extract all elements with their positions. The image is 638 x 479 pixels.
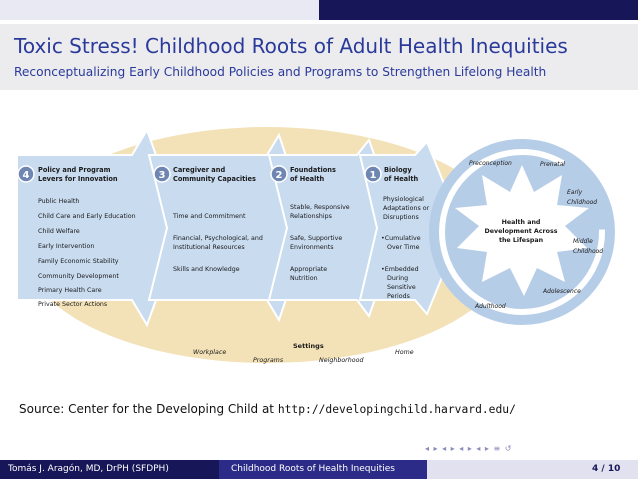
stage3-item: Institutional Resources bbox=[173, 244, 245, 251]
stage1-item: Physiological bbox=[383, 196, 424, 203]
stage1-title-2: of Health bbox=[384, 175, 419, 183]
source-prefix: Source: Center for the Developing Child at bbox=[19, 402, 278, 416]
lifespan-stage-label: Childhood bbox=[573, 248, 604, 255]
stage4-item: Early Intervention bbox=[38, 243, 95, 250]
stage1-badge bbox=[365, 166, 381, 182]
beamer-navigation-icons[interactable]: ◂ ▸ ◂ ▸ ◂ ▸ ◂ ▸ ≡ ↺ bbox=[425, 444, 513, 453]
footer-author-box bbox=[0, 460, 219, 479]
stage2-title-2: of Health bbox=[290, 175, 325, 183]
stage4-item: Child Care and Early Education bbox=[38, 213, 136, 220]
stage4-item: Public Health bbox=[38, 198, 80, 205]
stage4-item: Primary Health Care bbox=[38, 287, 102, 294]
stage1-item: Adaptations or bbox=[383, 205, 430, 212]
stage3-item: Skills and Knowledge bbox=[173, 266, 240, 273]
lifespan-center-1: Health and bbox=[501, 219, 541, 226]
lifespan-stage-label: Childhood bbox=[567, 199, 598, 206]
lifespan-stage-label: Early bbox=[567, 189, 583, 196]
stage1-title-1: Biology bbox=[384, 166, 412, 174]
stage4-badge bbox=[18, 166, 34, 182]
lifespan-stage-label: Preconception bbox=[469, 160, 512, 167]
stage2-item: Nutrition bbox=[290, 275, 318, 282]
lifespan-stage-label: Adolescence bbox=[543, 288, 581, 295]
stage1-item: Over Time bbox=[387, 244, 420, 251]
stage4-item: Family Economic Stability bbox=[38, 258, 119, 265]
stage1-item: •Embedded bbox=[381, 266, 419, 273]
settings-item: Neighborhood bbox=[319, 357, 364, 364]
lifespan-center-2: Development Across bbox=[484, 228, 558, 235]
lifespan-center-3: the Lifespan bbox=[498, 237, 544, 244]
svg-text:1: 1 bbox=[369, 170, 377, 181]
footer-title: Childhood Roots of Health Inequities bbox=[231, 464, 395, 474]
stage1-item: •Cumulative bbox=[381, 235, 421, 242]
stage4-item: Child Welfare bbox=[38, 228, 80, 235]
svg-text:2: 2 bbox=[275, 170, 283, 181]
lifespan-stage-label: Prenatal bbox=[540, 161, 565, 168]
settings-item: Home bbox=[395, 349, 414, 356]
stage3-title-1: Caregiver and bbox=[173, 166, 226, 174]
settings-label: Settings bbox=[293, 342, 324, 350]
source-link[interactable]: http://developingchild.harvard.edu/ bbox=[277, 403, 516, 416]
stage2-item: Safe, Supportive bbox=[290, 235, 343, 242]
stage3-item: Time and Commitment bbox=[173, 213, 246, 220]
footer-page-box bbox=[427, 460, 638, 479]
footer-author: Tomás J. Aragón, MD, DrPH (SFDPH) bbox=[8, 464, 169, 474]
stage4-item: Community Development bbox=[38, 273, 119, 280]
top-bar bbox=[0, 0, 638, 20]
stage4-item: Private Sector Actions bbox=[38, 301, 108, 308]
lifespan-stage-label: Adulthood bbox=[475, 303, 506, 310]
settings-item: Programs bbox=[253, 357, 284, 364]
stage2-title-1: Foundations bbox=[290, 166, 336, 174]
stage2-item: Stable, Responsive bbox=[290, 204, 350, 211]
stage1-item: During bbox=[387, 275, 409, 282]
page-number: 4 / 10 bbox=[592, 464, 621, 474]
stage3-title-2: Community Capacities bbox=[173, 175, 256, 183]
source-citation bbox=[19, 402, 516, 416]
stage1-item: Sensitive bbox=[387, 284, 416, 291]
svg-text:3: 3 bbox=[158, 170, 166, 181]
stage3-badge bbox=[154, 166, 170, 182]
stage2-badge bbox=[271, 166, 287, 182]
stage1-item: Periods bbox=[387, 293, 410, 300]
slide-title: Toxic Stress! Childhood Roots of Adult Health Inequities bbox=[14, 34, 568, 58]
top-bar-right bbox=[319, 0, 638, 20]
footer-title-box bbox=[219, 460, 427, 479]
slide-subtitle: Reconceptualizing Early Childhood Policies and Programs to Strengthen Lifelong Health bbox=[14, 65, 547, 79]
stage2-item: Appropriate bbox=[290, 266, 328, 273]
footer-bar bbox=[0, 460, 638, 479]
stage1-item: Disruptions bbox=[383, 214, 419, 221]
top-bar-left bbox=[0, 0, 319, 20]
framework-diagram bbox=[17, 120, 617, 370]
stage4-title-2: Levers for Innovation bbox=[38, 175, 118, 183]
stage3-item: Financial, Psychological, and bbox=[173, 235, 263, 242]
lifespan-stage-label: Middle bbox=[573, 238, 593, 245]
stage2-item: Relationships bbox=[290, 213, 332, 220]
stage4-title-1: Policy and Program bbox=[38, 166, 111, 174]
svg-text:4: 4 bbox=[22, 170, 30, 181]
settings-item: Workplace bbox=[193, 349, 227, 356]
stage2-item: Environments bbox=[290, 244, 334, 251]
